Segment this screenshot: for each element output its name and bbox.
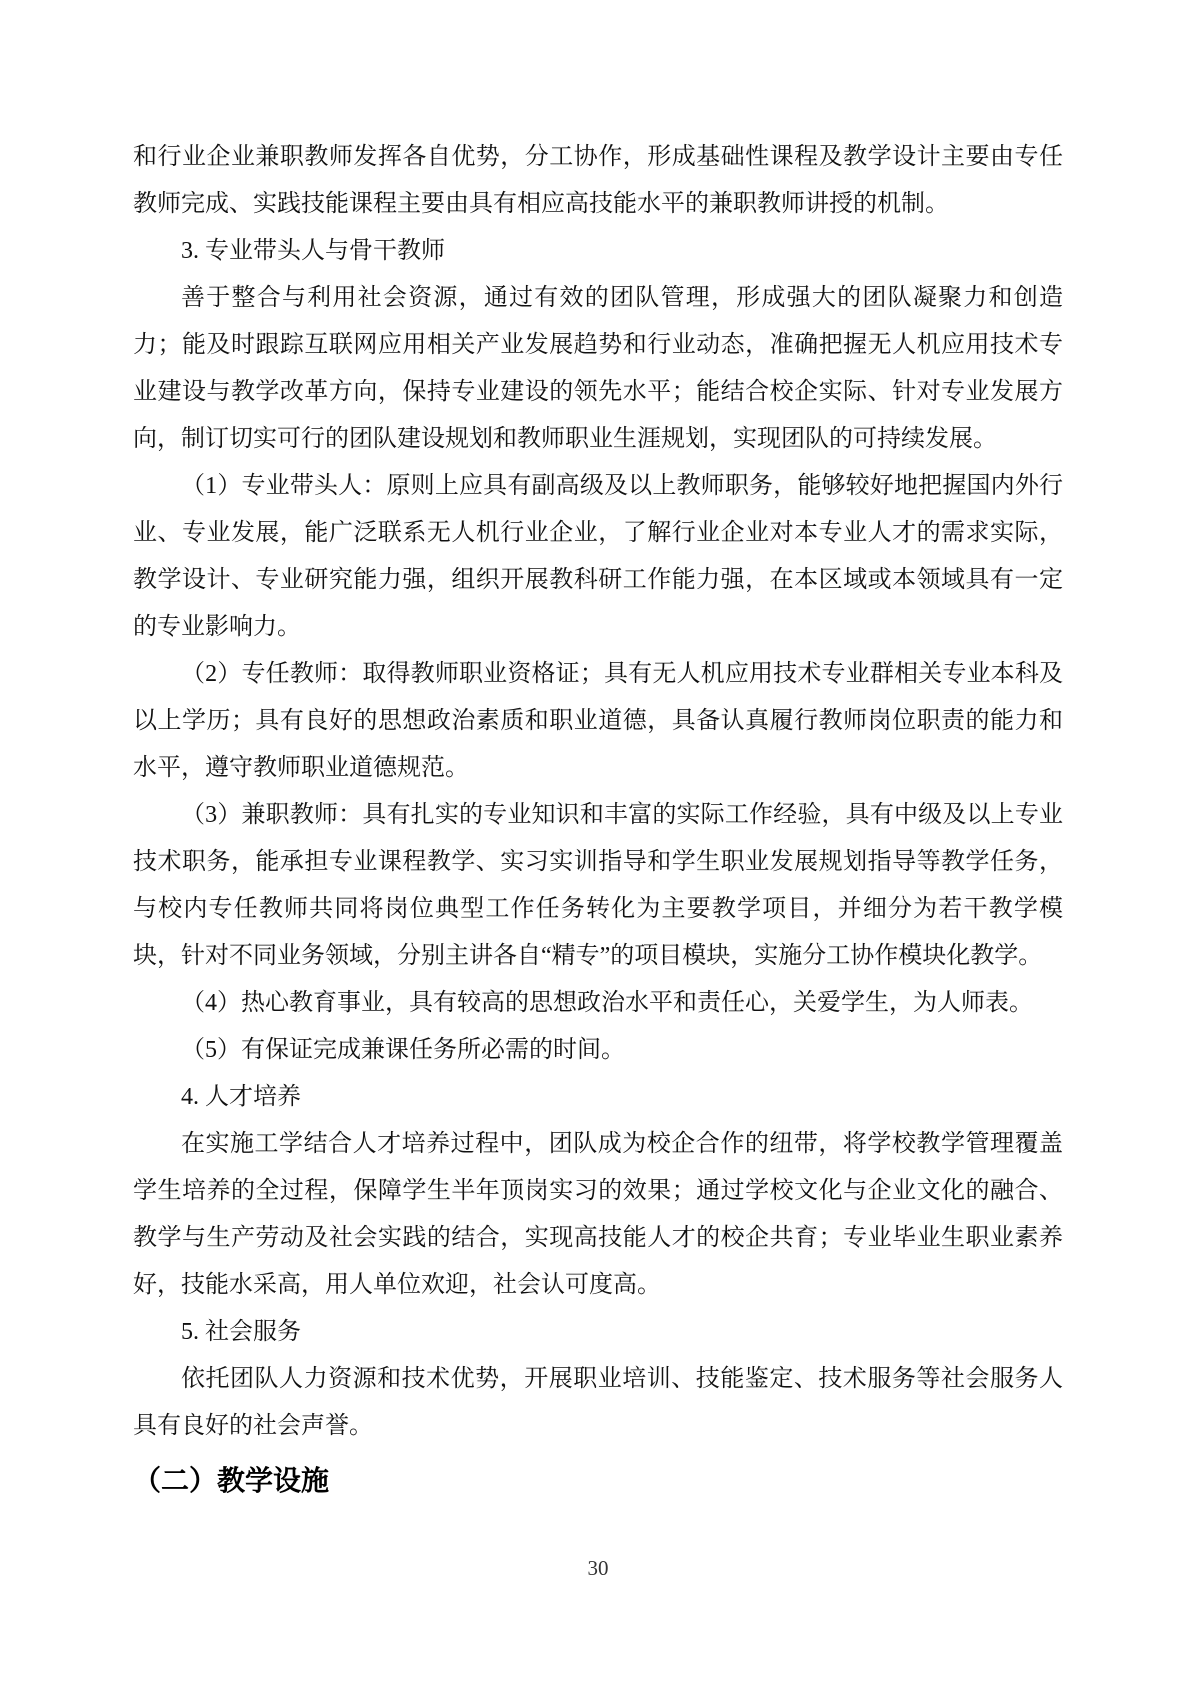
list-item-4-dedication: （4）热心教育事业，具有较高的思想政治水平和责任心，关爱学生，为人师表。 xyxy=(181,990,1033,1016)
subsection-title-4-talent-cultivation: 4. 人才培养 xyxy=(181,1084,301,1110)
body-paragraph-talent-cultivation: 在实施工学结合人才培养过程中，团队成为校企合作的纽带，将学校教学管理覆盖学生培养的全过程，保障学生半年顶岗实习的效果；通过学校文化与企业文化的融合、教学与生产劳动及社会实践的结合，实现高技能人才的校企共育；专业毕业生职业素养好，技能水采高，用人单位欢迎，社会认可度高。 xyxy=(133,1131,1063,1298)
subsection-title-5-social-service: 5. 社会服务 xyxy=(181,1319,301,1345)
list-item-2-fulltime-teacher: （2）专任教师：取得教师职业资格证；具有无人机应用技术专业群相关专业本科及以上学历；具有良好的思想政治素质和职业道德，具备认真履行教师岗位职责的能力和水平，遵守教师职业道德规范。 xyxy=(133,661,1063,781)
section-heading-teaching-facilities: （二）教学设施 xyxy=(133,1466,330,1497)
list-item-3-parttime-teacher: （3）兼职教师：具有扎实的专业知识和丰富的实际工作经验，具有中级及以上专业技术职务，能承担专业课程教学、实习实训指导和学生职业发展规划指导等教学任务，与校内专任教师共同将岗位典型工作任务转化为主要教学项目，并细分为若干教学模块，针对不同业务领域，分别主讲各自“精专”的项目模块，实施分工协作模块化教学。 xyxy=(133,802,1063,969)
subsection-title-3-teachers: 3. 专业带头人与骨干教师 xyxy=(181,238,445,264)
body-paragraph-team-building: 善于整合与利用社会资源，通过有效的团队管理，形成强大的团队凝聚力和创造力；能及时跟踪互联网应用相关产业发展趋势和行业动态，准确把握无人机应用技术专业建设与教学改革方向，保持专业建设的领先水平；能结合校企实际、针对专业发展方向，制订切实可行的团队建设规划和教师职业生涯规划，实现团队的可持续发展。 xyxy=(133,285,1063,452)
page-number: 30 xyxy=(587,1556,609,1580)
body-paragraph-social-service: 依托团队人力资源和技术优势，开展职业培训、技能鉴定、技术服务等社会服务人具有良好的社会声誉。 xyxy=(133,1366,1063,1439)
body-paragraph-continuation: 和行业企业兼职教师发挥各自优势，分工协作，形成基础性课程及教学设计主要由专任教师完成、实践技能课程主要由具有相应高技能水平的兼职教师讲授的机制。 xyxy=(133,144,1063,217)
list-item-1-professional-leader: （1）专业带头人：原则上应具有副高级及以上教师职务，能够较好地把握国内外行业、专业发展，能广泛联系无人机行业企业，了解行业企业对本专业人才的需求实际，教学设计、专业研究能力强，组织开展教科研工作能力强，在本区域或本领域具有一定的专业影响力。 xyxy=(133,473,1063,640)
document-body xyxy=(133,134,1063,1514)
list-item-5-time-guarantee: （5）有保证完成兼课任务所必需的时间。 xyxy=(181,1037,625,1063)
